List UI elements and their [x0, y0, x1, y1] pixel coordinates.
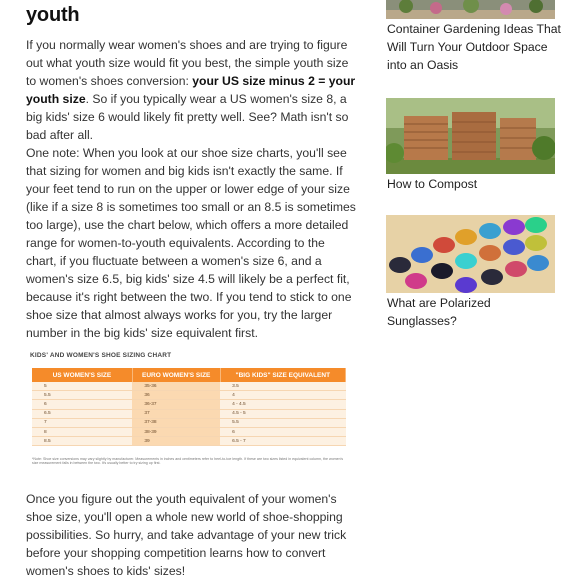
paragraph-intro — [26, 36, 358, 144]
chart-cell: 3.5 — [220, 382, 345, 391]
sidebar-link-polarized-sunglasses[interactable]: What are Polarized Sunglasses? — [387, 296, 491, 328]
chart-cell: 5.5 — [220, 418, 345, 427]
chart-cell: 36-37 — [132, 400, 220, 409]
chart-row — [32, 391, 346, 400]
chart-footnote: *Note: Shoe size conversions may vary slightly by manufacturer. Measurements in inches and centimeters refer to heel-to-toe length. If these are two sizes listed in equivalent column, the women's size measurement falls in between the two. It's usually better to try sizing up first. — [32, 457, 344, 466]
chart-row — [32, 382, 346, 391]
chart-cell: 5.5 — [32, 391, 132, 400]
chart-cell: 6 — [220, 427, 345, 436]
chart-cell: 8.5 — [32, 437, 132, 446]
shoe-size-chart — [30, 352, 350, 470]
sidebar-link-container-gardening[interactable]: Container Gardening Ideas That Will Turn Your Outdoor Space into an Oasis — [387, 22, 561, 72]
chart-cell: 38-39 — [132, 427, 220, 436]
paragraph-intro-bold: your US size minus 2 = your youth size — [26, 74, 356, 106]
garden-thumbnail[interactable] — [386, 0, 555, 19]
chart-table — [32, 368, 346, 446]
chart-cell: 4.5 - 5 — [220, 409, 345, 418]
chart-cell: 37 — [132, 409, 220, 418]
sidebar-link-how-to-compost[interactable]: How to Compost — [387, 177, 478, 191]
chart-cell: 7 — [32, 418, 132, 427]
chart-cell: 4 - 4.5 — [220, 400, 345, 409]
chart-cell: 5 — [32, 382, 132, 391]
chart-cell: 8 — [32, 427, 132, 436]
sunglasses-thumbnail[interactable] — [386, 215, 555, 293]
chart-header-kids: "BIG KIDS" SIZE EQUIVALENT — [220, 368, 345, 382]
chart-row — [32, 409, 346, 418]
chart-cell: 6.5 — [32, 409, 132, 418]
paragraph-intro-text-b: . So if you typically wear a US women's size 8, a big kids' size 6 would likely fit pretty well. See? Math isn't so bad after all. — [26, 92, 349, 142]
chart-row — [32, 400, 346, 409]
chart-row — [32, 418, 346, 427]
chart-row — [32, 427, 346, 436]
chart-header-us: US WOMEN'S SIZE — [32, 368, 132, 382]
chart-header-row — [32, 368, 346, 382]
chart-cell: 6 — [32, 400, 132, 409]
chart-cell: 37-38 — [132, 418, 220, 427]
chart-cell: 36 — [132, 391, 220, 400]
chart-header-euro: EURO WOMEN'S SIZE — [132, 368, 220, 382]
chart-cell: 6.5 - 7 — [220, 437, 345, 446]
paragraph-note: One note: When you look at our shoe size charts, you'll see that sizing for women and big kids isn't exactly the same. If your feet tend to run on the upper or lower edge of your size (like if a size 8 is sometimes too small or an 8.5 is sometimes too large), use the chart below, which offers a more detailed range for women-to-youth equivalents. According to the chart, if you fluctuate between a women's size 6, and a women's size 6.5, big kids' size 4.5 will likely be a perfect fit, because it's right between the two. If you tend to stick to one shoe size that almost always works for you, try the larger number in the big kids' size equivalent first. — [26, 146, 356, 340]
chart-cell: 35-36 — [132, 382, 220, 391]
chart-cell: 39 — [132, 437, 220, 446]
chart-row — [32, 437, 346, 446]
chart-title: KIDS' AND WOMEN'S SHOE SIZING CHART — [30, 352, 172, 359]
chart-cell: 4 — [220, 391, 345, 400]
article-heading: youth — [26, 4, 80, 26]
compost-thumbnail[interactable] — [386, 98, 555, 174]
paragraph-intro-text-a: If you normally wear women's shoes and are trying to figure out what youth size would fit you best, the simple youth size to women's shoes conversion: — [26, 38, 349, 88]
paragraph-conclusion: Once you figure out the youth equivalent of your women's shoe size, you'll open a whole new world of shoe-shopping possibilities. So hurry, and take advantage of your new trick before your shopping competition learns how to convert women's shoes to kids' sizes! — [26, 492, 347, 578]
